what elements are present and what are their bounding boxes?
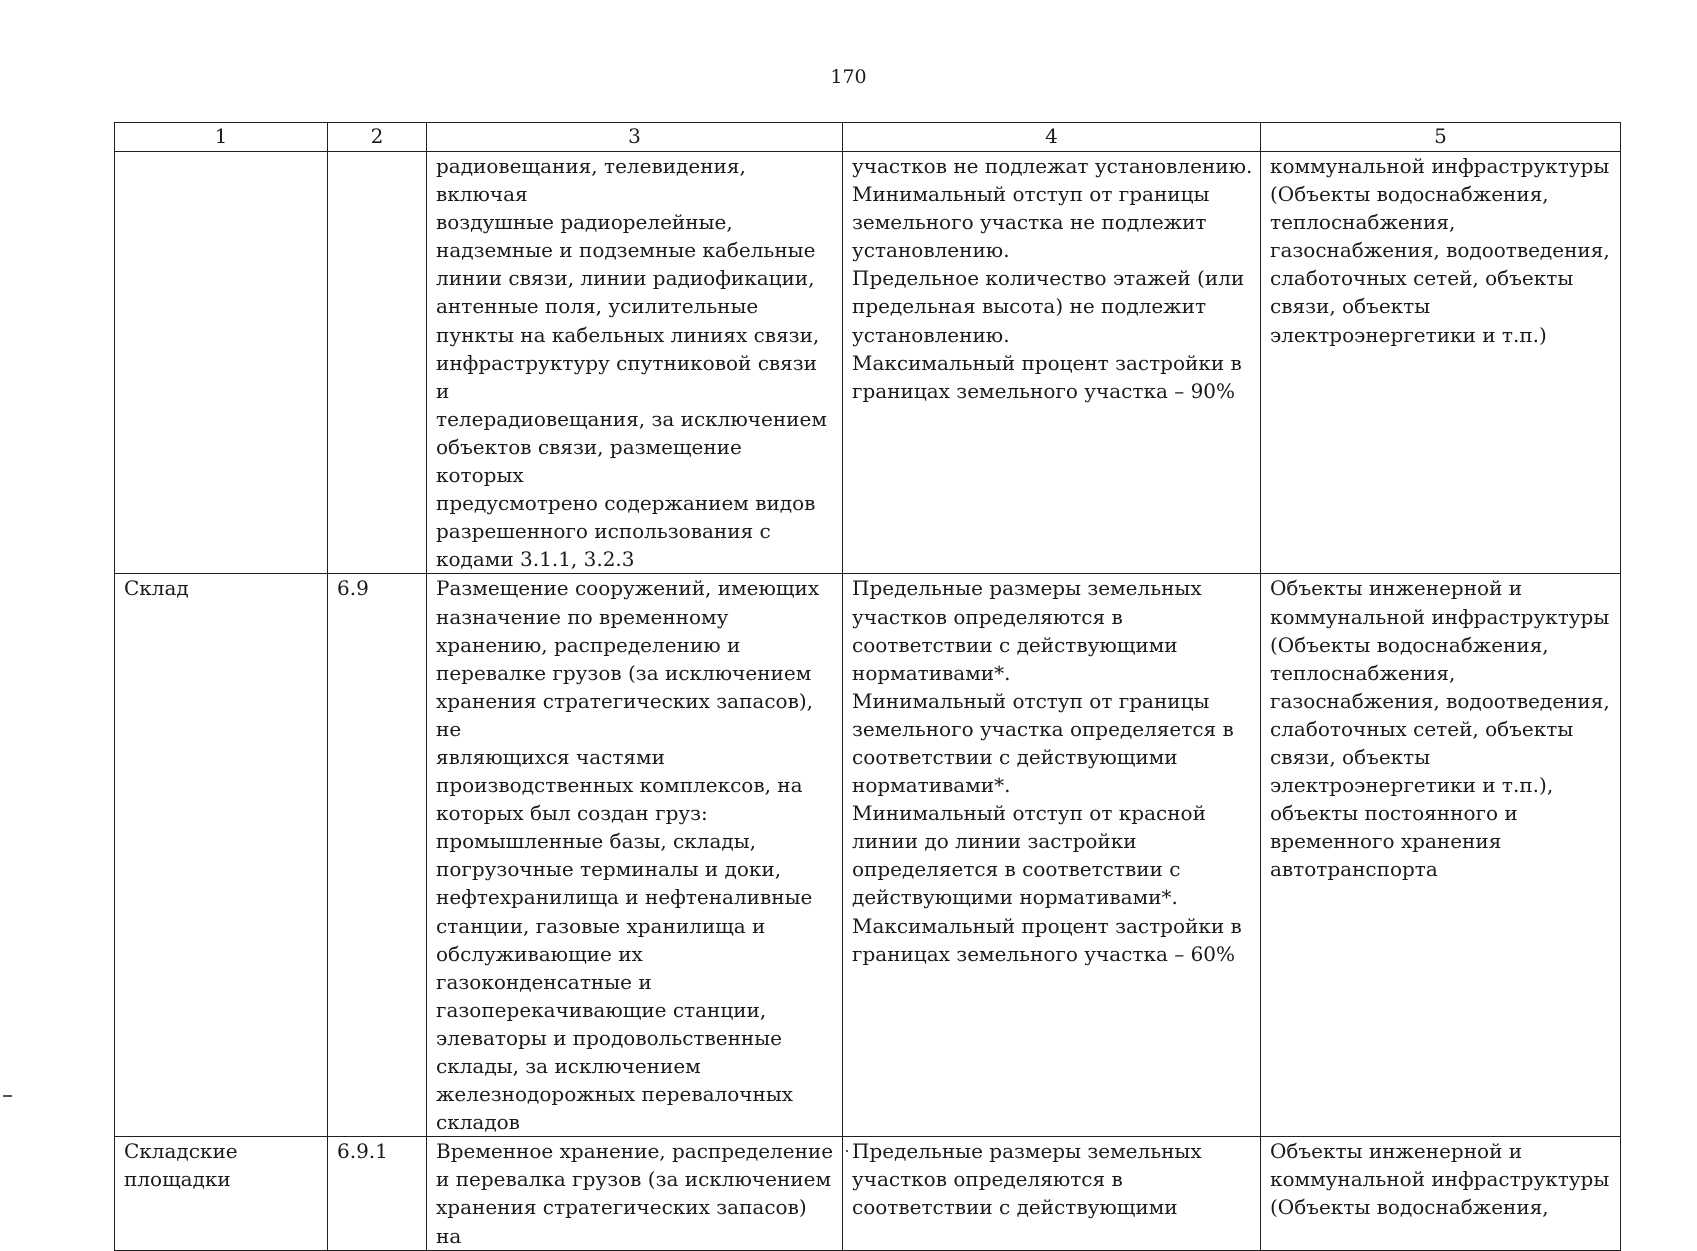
page-number: 170 <box>830 66 867 88</box>
use-description-cell: Временное хранение, распределение и перевалка грузов (за исключением хранения стратегических запасов) на <box>427 1137 843 1250</box>
column-header-2: 2 <box>328 123 427 152</box>
table-row <box>115 152 1621 574</box>
infrastructure-cell: Объекты инженерной и коммунальной инфраструктуры (Объекты водоснабжения, <box>1261 1137 1621 1250</box>
regulations-table <box>114 122 1621 1251</box>
use-description-cell: Размещение сооружений, имеющих назначение по временному хранению, распределению и перевалке грузов (за исключением хранения стратегических запасов), не являющихся частями производственных комплексов, на которых был создан груз: промышленные базы, склады, погрузочные терминалы и доки, нефтехранилища и нефтеналивные станции, газовые хранилища и обслуживающие их газоконденсатные и газоперекачивающие станции, элеваторы и продовольственные склады, за исключением железнодорожных перевалочных складов <box>427 574 843 1137</box>
column-header-4: 4 <box>843 123 1261 152</box>
use-name-cell: Склад <box>115 574 328 1137</box>
use-code-cell: 6.9.1 <box>328 1137 427 1250</box>
column-header-1: 1 <box>115 123 328 152</box>
header-row <box>115 123 1621 152</box>
parameters-cell: Предельные размеры земельных участков определяются в соответствии с действующими нормативами*. Минимальный отступ от границы земельного участка определяется в соответствии с действующими нормативами*. Минимальный отступ от красной линии до линии застройки определяется в соответствии с действующими нормативами*. Максимальный процент застройки в границах земельного участка – 60% <box>843 574 1261 1137</box>
use-description-cell: радиовещания, телевидения, включая воздушные радиорелейные, надземные и подземные кабельные линии связи, линии радиофикации, антенные поля, усилительные пункты на кабельных линиях связи, инфраструктуру спутниковой связи и телерадиовещания, за исключением объектов связи, размещение которых предусмотрено содержанием видов разрешенного использования с кодами 3.1.1, 3.2.3 <box>427 152 843 574</box>
use-name-cell: Складские площадки <box>115 1137 328 1250</box>
parameters-cell: участков не подлежат установлению. Минимальный отступ от границы земельного участка не подлежит установлению. Предельное количество этажей (или предельная высота) не подлежит установлению. Максимальный процент застройки в границах земельного участка – 90% <box>843 152 1261 574</box>
use-code-cell <box>328 152 427 574</box>
infrastructure-cell: Объекты инженерной и коммунальной инфраструктуры (Объекты водоснабжения, теплоснабжения, газоснабжения, водоотведения, слаботочных сетей, объекты связи, объекты электроэнергетики и т.п.), объекты постоянного и временного хранения автотранспорта <box>1261 574 1621 1137</box>
use-code-cell: 6.9 <box>328 574 427 1137</box>
scan-artifact-dot <box>846 1150 848 1152</box>
column-header-3: 3 <box>427 123 843 152</box>
table-row <box>115 1137 1621 1250</box>
use-name-cell <box>115 152 328 574</box>
parameters-cell: Предельные размеры земельных участков определяются в соответствии с действующими <box>843 1137 1261 1250</box>
infrastructure-cell: коммунальной инфраструктуры (Объекты водоснабжения, теплоснабжения, газоснабжения, водоотведения, слаботочных сетей, объекты связи, объекты электроэнергетики и т.п.) <box>1261 152 1621 574</box>
column-header-5: 5 <box>1261 123 1621 152</box>
table-row <box>115 574 1621 1137</box>
scan-artifact-mark <box>3 1095 12 1097</box>
